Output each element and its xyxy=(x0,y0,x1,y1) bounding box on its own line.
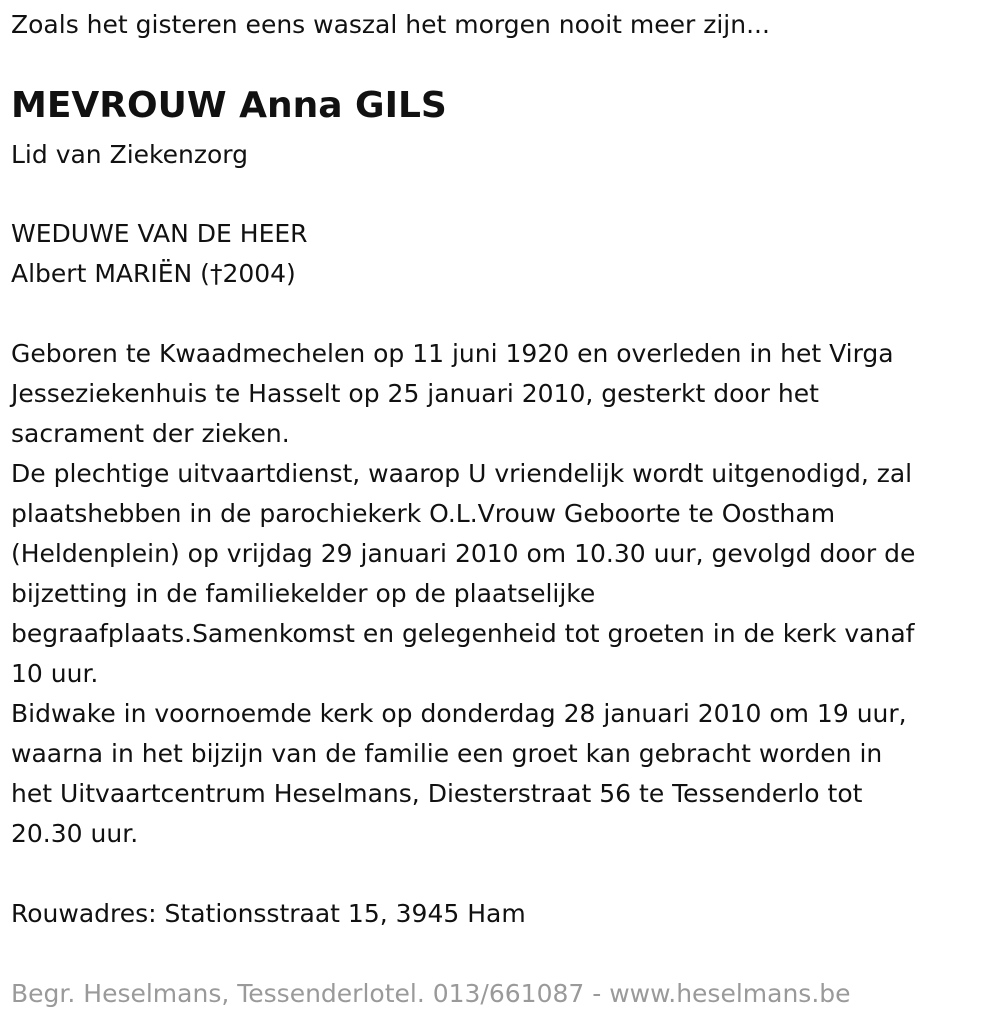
body-line: plaatshebben in de parochiekerk O.L.Vrouw Geboorte te Oostham xyxy=(11,499,836,528)
body-line: bijzetting in de familiekelder op de plaatselijke xyxy=(11,579,596,608)
mourning-address: Rouwadres: Stationsstraat 15, 3945 Ham xyxy=(11,899,526,928)
body-line: Jesseziekenhuis te Hasselt op 25 januari 2010, gesterkt door het xyxy=(11,379,819,408)
funeral-home-footer: Begr. Heselmans, Tessenderlotel. 013/661087 - www.heselmans.be xyxy=(11,979,851,1008)
spouse-relation: WEDUWE VAN DE HEER xyxy=(11,219,308,248)
body-line: waarna in het bijzijn van de familie een groet kan gebracht worden in xyxy=(11,739,883,768)
body-line: sacrament der zieken. xyxy=(11,419,290,448)
body-line: (Heldenplein) op vrijdag 29 januari 2010 om 10.30 uur, gevolgd door de xyxy=(11,539,916,568)
body-line: Bidwake in voornoemde kerk op donderdag 28 januari 2010 om 19 uur, xyxy=(11,699,907,728)
motto: Zoals het gisteren eens waszal het morgen nooit meer zijn... xyxy=(11,10,770,39)
affiliation: Lid van Ziekenzorg xyxy=(11,140,248,169)
body-line: begraafplaats.Samenkomst en gelegenheid tot groeten in de kerk vanaf xyxy=(11,619,915,648)
body-line: 20.30 uur. xyxy=(11,819,139,848)
body-line: 10 uur. xyxy=(11,659,99,688)
deceased-name: MEVROUW Anna GILS xyxy=(11,85,447,126)
body-line: De plechtige uitvaartdienst, waarop U vriendelijk wordt uitgenodigd, zal xyxy=(11,459,913,488)
body-line: het Uitvaartcentrum Heselmans, Diesterstraat 56 te Tessenderlo tot xyxy=(11,779,863,808)
spouse-name: Albert MARIËN (†2004) xyxy=(11,259,296,288)
body-line: Geboren te Kwaadmechelen op 11 juni 1920 en overleden in het Virga xyxy=(11,339,894,368)
